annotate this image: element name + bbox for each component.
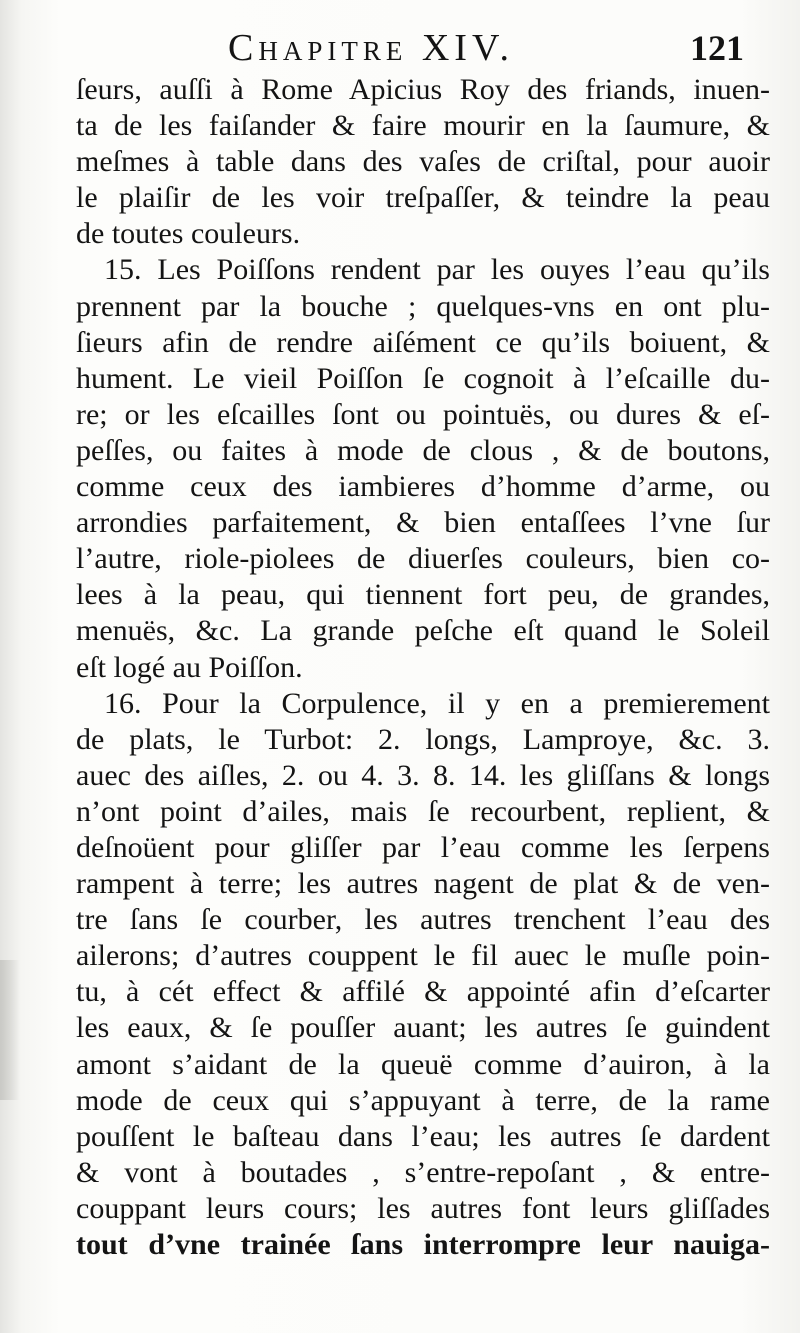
text-line: menuës, &c. La grande peſche eſt quand le Soleil [76,614,770,648]
text-line: re; or les eſcailles ſont ou pointuës, ou dures & eſ- [76,397,770,431]
text-line: mode de ceux qui s’appuyant à terre, de la rame [76,1083,770,1117]
text-line: tre ſans ſe courber, les autres trenchent l’eau des [76,903,770,937]
text-line: deſnoüent pour gliſſer par l’eau comme les ſerpens [76,830,770,864]
text-line: tu, à cét effect & affilé & appointé afin d’eſcarter [76,975,770,1009]
text-line: pouſſent le baſteau dans l’eau; les autres ſe dardent [76,1119,770,1153]
text-line: n’ont point d’ailes, mais ſe recourbent, replient, & [76,794,770,828]
paragraph-15-start: 15. Les Poiſſons rendent par les ouyes l’eau qu’ils [104,253,770,287]
text-line: prennent par la bouche ; quelques-vns en ont plu- [76,289,770,323]
text-line: ſeurs, auſſi à Rome Apicius Roy des friands, inuen- [76,73,770,106]
chapter-title: Chapitre XIV. [228,27,514,69]
text-line: ta de les faiſander & faire mourir en la ſaumure, & [76,109,770,143]
binding-shadow [0,960,20,1100]
text-line: comme ceux des iambieres d’homme d’arme, ou [76,470,770,504]
text-line: meſmes à table dans des vaſes de criſtal, pour auoir [76,145,770,179]
text-line: peſſes, ou faites à mode de clous , & de boutons, [76,433,770,467]
text-line: couppant leurs cours; les autres font leurs gliſſades [76,1191,770,1225]
text-line: hument. Le vieil Poiſſon ſe cognoit à l’eſcaille du- [76,361,770,395]
text-line: les eaux, & ſe pouſſer auant; les autres ſe guindent [76,1011,770,1045]
text-line: de plats, le Turbot: 2. longs, Lamproye, &c. 3. [76,722,770,756]
text-line: le plaiſir de les voir treſpaſſer, & teindre la peau [76,181,770,215]
body-text [76,72,770,1263]
text-line: lees à la peau, qui tiennent fort peu, de grandes, [76,578,770,612]
running-head [0,22,800,70]
page-number: 121 [690,28,744,68]
text-line: auec des aiſles, 2. ou 4. 3. 8. 14. les gliſſans & longs [76,758,770,792]
text-line: eſt logé au Poiſſon. [76,650,303,684]
text-line: amont s’aidant de la queuë comme d’auiron, à la [76,1047,770,1081]
text-line: de toutes couleurs. [76,217,301,251]
text-line: rampent à terre; les autres nagent de plat & de ven- [76,867,770,901]
text-line: arrondies parfaitement, & bien entaſſees l’vne ſur [76,506,770,540]
paragraph-16-start: 16. Pour la Corpulence, il y en a premierement [104,686,770,720]
text-line: tout d’vne trainée ſans interrompre leur nauiga- [76,1228,770,1261]
text-line: ſieurs afin de rendre aiſément ce qu’ils boiuent, & [76,325,770,359]
text-line: & vont à boutades , s’entre-repoſant , & entre- [76,1155,770,1189]
text-line: l’autre, riole-piolees de diuerſes couleurs, bien co- [76,542,770,576]
text-line: ailerons; d’autres couppent le fil auec le muſle poin- [76,939,770,973]
